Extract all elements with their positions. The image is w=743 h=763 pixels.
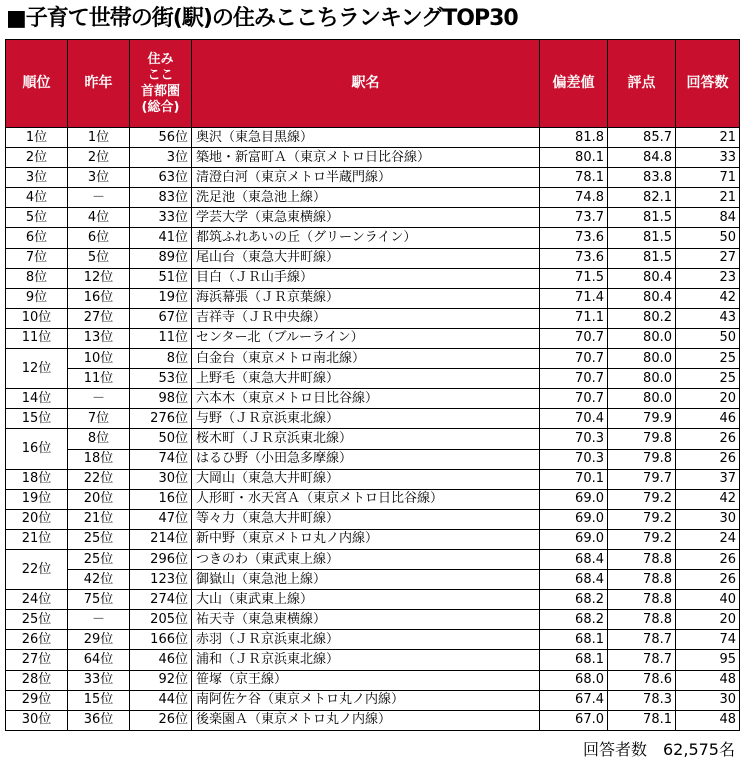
- station-name-cell: 上野毛（東急大井町線）: [192, 369, 540, 389]
- score-cell: 78.8: [608, 610, 676, 630]
- score-cell: 78.7: [608, 650, 676, 670]
- capital-rank-cell: 89位: [130, 248, 192, 268]
- station-name-cell: はるひ野（小田急多摩線）: [192, 449, 540, 469]
- deviation-cell: 70.3: [540, 429, 608, 449]
- table-header-row: [6, 40, 740, 128]
- deviation-cell: 71.4: [540, 288, 608, 308]
- deviation-cell: 68.2: [540, 590, 608, 610]
- rank-cell: 16位: [6, 429, 68, 469]
- rank-cell: 11位: [6, 328, 68, 348]
- deviation-cell: 71.5: [540, 268, 608, 288]
- prev-rank-cell: 10位: [68, 349, 130, 369]
- capital-rank-cell: 47位: [130, 509, 192, 529]
- station-name-cell: 与野（ＪＲ京浜東北線）: [192, 409, 540, 429]
- responses-cell: 25: [676, 369, 740, 389]
- rank-cell: 30位: [6, 710, 68, 730]
- prev-rank-cell: 75位: [68, 590, 130, 610]
- score-cell: 80.2: [608, 308, 676, 328]
- table-row: [6, 590, 740, 610]
- capital-rank-cell: 56位: [130, 128, 192, 148]
- capital-rank-cell: 11位: [130, 328, 192, 348]
- capital-rank-cell: 26位: [130, 710, 192, 730]
- header-capital-line4: (総合): [141, 99, 180, 115]
- responses-cell: 30: [676, 690, 740, 710]
- responses-cell: 26: [676, 570, 740, 590]
- score-cell: 80.4: [608, 288, 676, 308]
- table-row: [6, 630, 740, 650]
- rank-cell: 19位: [6, 489, 68, 509]
- responses-cell: 21: [676, 128, 740, 148]
- score-cell: 82.1: [608, 188, 676, 208]
- rank-cell: 25位: [6, 610, 68, 630]
- rank-cell: 10位: [6, 308, 68, 328]
- capital-rank-cell: 63位: [130, 168, 192, 188]
- deviation-cell: 74.8: [540, 188, 608, 208]
- deviation-cell: 68.1: [540, 630, 608, 650]
- score-cell: 78.7: [608, 630, 676, 650]
- station-name-cell: 都筑ふれあいの丘（グリーンライン）: [192, 228, 540, 248]
- prev-rank-cell: －: [68, 610, 130, 630]
- deviation-cell: 70.1: [540, 469, 608, 489]
- deviation-cell: 71.1: [540, 308, 608, 328]
- deviation-cell: 69.0: [540, 509, 608, 529]
- deviation-cell: 80.1: [540, 148, 608, 168]
- responses-cell: 40: [676, 590, 740, 610]
- respondent-count: 回答者数 62,575名: [583, 740, 735, 759]
- responses-cell: 26: [676, 549, 740, 569]
- header-responses: 回答数: [676, 40, 740, 128]
- rank-cell: 29位: [6, 690, 68, 710]
- deviation-cell: 69.0: [540, 489, 608, 509]
- prev-rank-cell: 16位: [68, 288, 130, 308]
- responses-cell: 43: [676, 308, 740, 328]
- deviation-cell: 70.7: [540, 369, 608, 389]
- score-cell: 81.5: [608, 228, 676, 248]
- station-name-cell: 大岡山（東急大井町線）: [192, 469, 540, 489]
- capital-rank-cell: 74位: [130, 449, 192, 469]
- table-row: [6, 328, 740, 348]
- rank-cell: 4位: [6, 188, 68, 208]
- capital-rank-cell: 296位: [130, 549, 192, 569]
- deviation-cell: 68.1: [540, 650, 608, 670]
- header-prev: 昨年: [68, 40, 130, 128]
- deviation-cell: 68.4: [540, 549, 608, 569]
- station-name-cell: 六本木（東京メトロ日比谷線）: [192, 389, 540, 409]
- responses-cell: 24: [676, 529, 740, 549]
- capital-rank-cell: 276位: [130, 409, 192, 429]
- capital-rank-cell: 205位: [130, 610, 192, 630]
- deviation-cell: 68.0: [540, 670, 608, 690]
- table-row: [6, 710, 740, 730]
- responses-cell: 21: [676, 188, 740, 208]
- score-cell: 78.1: [608, 710, 676, 730]
- capital-rank-cell: 19位: [130, 288, 192, 308]
- table-row: [6, 690, 740, 710]
- score-cell: 80.0: [608, 369, 676, 389]
- prev-rank-cell: 2位: [68, 148, 130, 168]
- responses-cell: 26: [676, 449, 740, 469]
- deviation-cell: 78.1: [540, 168, 608, 188]
- prev-rank-cell: 6位: [68, 228, 130, 248]
- capital-rank-cell: 92位: [130, 670, 192, 690]
- rank-cell: 7位: [6, 248, 68, 268]
- header-score: 評点: [608, 40, 676, 128]
- capital-rank-cell: 8位: [130, 349, 192, 369]
- table-row: [6, 349, 740, 369]
- station-name-cell: 後楽園Ａ（東京メトロ丸ノ内線）: [192, 710, 540, 730]
- station-name-cell: 奥沢（東急目黒線）: [192, 128, 540, 148]
- station-name-cell: 等々力（東急大井町線）: [192, 509, 540, 529]
- station-name-cell: 笹塚（京王線）: [192, 670, 540, 690]
- table-row: [6, 128, 740, 148]
- table-row: [6, 168, 740, 188]
- rank-cell: 2位: [6, 148, 68, 168]
- score-cell: 79.7: [608, 469, 676, 489]
- responses-cell: 74: [676, 630, 740, 650]
- station-name-cell: 海浜幕張（ＪＲ京葉線）: [192, 288, 540, 308]
- rank-cell: 18位: [6, 469, 68, 489]
- station-name-cell: 御嶽山（東急池上線）: [192, 570, 540, 590]
- prev-rank-cell: －: [68, 188, 130, 208]
- table-row: [6, 449, 740, 469]
- score-cell: 78.8: [608, 590, 676, 610]
- header-capital-rank: [130, 40, 192, 128]
- prev-rank-cell: 25位: [68, 529, 130, 549]
- score-cell: 81.5: [608, 248, 676, 268]
- table-row: [6, 148, 740, 168]
- score-cell: 79.8: [608, 429, 676, 449]
- capital-rank-cell: 16位: [130, 489, 192, 509]
- prev-rank-cell: 8位: [68, 429, 130, 449]
- score-cell: 85.7: [608, 128, 676, 148]
- station-name-cell: 桜木町（ＪＲ京浜東北線）: [192, 429, 540, 449]
- table-row: [6, 529, 740, 549]
- station-name-cell: 洗足池（東急池上線）: [192, 188, 540, 208]
- prev-rank-cell: 1位: [68, 128, 130, 148]
- capital-rank-cell: 83位: [130, 188, 192, 208]
- responses-cell: 37: [676, 469, 740, 489]
- rank-cell: 20位: [6, 509, 68, 529]
- deviation-cell: 70.4: [540, 409, 608, 429]
- header-deviation: 偏差値: [540, 40, 608, 128]
- prev-rank-cell: 21位: [68, 509, 130, 529]
- score-cell: 79.9: [608, 409, 676, 429]
- rank-cell: 21位: [6, 529, 68, 549]
- prev-rank-cell: 13位: [68, 328, 130, 348]
- table-row: [6, 188, 740, 208]
- score-cell: 79.8: [608, 449, 676, 469]
- prev-rank-cell: 64位: [68, 650, 130, 670]
- prev-rank-cell: 7位: [68, 409, 130, 429]
- station-name-cell: 吉祥寺（ＪＲ中央線）: [192, 308, 540, 328]
- rank-cell: 1位: [6, 128, 68, 148]
- table-row: [6, 570, 740, 590]
- capital-rank-cell: 50位: [130, 429, 192, 449]
- station-name-cell: 学芸大学（東急東横線）: [192, 208, 540, 228]
- ranking-body: [6, 128, 740, 731]
- deviation-cell: 68.4: [540, 570, 608, 590]
- responses-cell: 23: [676, 268, 740, 288]
- header-capital-line1: 住み: [147, 51, 174, 67]
- prev-rank-cell: 27位: [68, 308, 130, 328]
- deviation-cell: 81.8: [540, 128, 608, 148]
- table-row: [6, 509, 740, 529]
- capital-rank-cell: 274位: [130, 590, 192, 610]
- rank-cell: 5位: [6, 208, 68, 228]
- prev-rank-cell: 36位: [68, 710, 130, 730]
- table-row: [6, 228, 740, 248]
- responses-cell: 50: [676, 228, 740, 248]
- responses-cell: 84: [676, 208, 740, 228]
- table-row: [6, 549, 740, 569]
- table-row: [6, 469, 740, 489]
- prev-rank-cell: 4位: [68, 208, 130, 228]
- table-row: [6, 268, 740, 288]
- station-name-cell: 赤羽（ＪＲ京浜東北線）: [192, 630, 540, 650]
- deviation-cell: 73.7: [540, 208, 608, 228]
- station-name-cell: つきのわ（東武東上線）: [192, 549, 540, 569]
- rank-cell: 9位: [6, 288, 68, 308]
- capital-rank-cell: 51位: [130, 268, 192, 288]
- prev-rank-cell: 18位: [68, 449, 130, 469]
- station-name-cell: 新中野（東京メトロ丸ノ内線）: [192, 529, 540, 549]
- prev-rank-cell: 22位: [68, 469, 130, 489]
- responses-cell: 42: [676, 288, 740, 308]
- capital-rank-cell: 46位: [130, 650, 192, 670]
- capital-rank-cell: 30位: [130, 469, 192, 489]
- deviation-cell: 67.0: [540, 710, 608, 730]
- station-name-cell: 祐天寺（東急東横線）: [192, 610, 540, 630]
- capital-rank-cell: 3位: [130, 148, 192, 168]
- responses-cell: 30: [676, 509, 740, 529]
- responses-cell: 50: [676, 328, 740, 348]
- responses-cell: 26: [676, 429, 740, 449]
- station-name-cell: 浦和（ＪＲ京浜東北線）: [192, 650, 540, 670]
- responses-cell: 46: [676, 409, 740, 429]
- responses-cell: 33: [676, 148, 740, 168]
- table-row: [6, 489, 740, 509]
- responses-cell: 25: [676, 349, 740, 369]
- deviation-cell: 70.7: [540, 389, 608, 409]
- capital-rank-cell: 44位: [130, 690, 192, 710]
- score-cell: 80.0: [608, 389, 676, 409]
- score-cell: 80.4: [608, 268, 676, 288]
- station-name-cell: 白金台（東京メトロ南北線）: [192, 349, 540, 369]
- table-row: [6, 288, 740, 308]
- table-row: [6, 670, 740, 690]
- rank-cell: 8位: [6, 268, 68, 288]
- rank-cell: 6位: [6, 228, 68, 248]
- score-cell: 83.8: [608, 168, 676, 188]
- table-row: [6, 389, 740, 409]
- score-cell: 84.8: [608, 148, 676, 168]
- station-name-cell: 築地・新富町Ａ（東京メトロ日比谷線）: [192, 148, 540, 168]
- score-cell: 78.8: [608, 549, 676, 569]
- responses-cell: 20: [676, 389, 740, 409]
- score-cell: 78.8: [608, 570, 676, 590]
- deviation-cell: 69.0: [540, 529, 608, 549]
- rank-cell: 15位: [6, 409, 68, 429]
- rank-cell: 12位: [6, 349, 68, 389]
- prev-rank-cell: 25位: [68, 549, 130, 569]
- score-cell: 79.2: [608, 509, 676, 529]
- responses-cell: 48: [676, 710, 740, 730]
- table-row: [6, 409, 740, 429]
- responses-cell: 95: [676, 650, 740, 670]
- prev-rank-cell: 42位: [68, 570, 130, 590]
- capital-rank-cell: 98位: [130, 389, 192, 409]
- rank-cell: 3位: [6, 168, 68, 188]
- table-row: [6, 248, 740, 268]
- deviation-cell: 67.4: [540, 690, 608, 710]
- responses-cell: 20: [676, 610, 740, 630]
- header-capital-line3: 首都圏: [140, 83, 180, 99]
- table-row: [6, 369, 740, 389]
- rank-cell: 14位: [6, 389, 68, 409]
- station-name-cell: 尾山台（東急大井町線）: [192, 248, 540, 268]
- prev-rank-cell: 3位: [68, 168, 130, 188]
- deviation-cell: 73.6: [540, 228, 608, 248]
- station-name-cell: 人形町・水天宮Ａ（東京メトロ日比谷線）: [192, 489, 540, 509]
- capital-rank-cell: 214位: [130, 529, 192, 549]
- table-row: [6, 429, 740, 449]
- header-capital-line2: ここ: [147, 67, 174, 83]
- table-row: [6, 208, 740, 228]
- rank-cell: 26位: [6, 630, 68, 650]
- deviation-cell: 70.7: [540, 328, 608, 348]
- capital-rank-cell: 41位: [130, 228, 192, 248]
- prev-rank-cell: 15位: [68, 690, 130, 710]
- header-rank: 順位: [6, 40, 68, 128]
- station-name-cell: 目白（ＪＲ山手線）: [192, 268, 540, 288]
- prev-rank-cell: 33位: [68, 670, 130, 690]
- capital-rank-cell: 166位: [130, 630, 192, 650]
- responses-cell: 48: [676, 670, 740, 690]
- deviation-cell: 70.7: [540, 349, 608, 369]
- rank-cell: 24位: [6, 590, 68, 610]
- station-name-cell: 清澄白河（東京メトロ半蔵門線）: [192, 168, 540, 188]
- prev-rank-cell: 11位: [68, 369, 130, 389]
- page-title: ■子育て世帯の街(駅)の住みここちランキングTOP30: [6, 6, 518, 31]
- score-cell: 78.6: [608, 670, 676, 690]
- prev-rank-cell: －: [68, 389, 130, 409]
- score-cell: 81.5: [608, 208, 676, 228]
- score-cell: 80.0: [608, 349, 676, 369]
- responses-cell: 42: [676, 489, 740, 509]
- table-row: [6, 308, 740, 328]
- score-cell: 80.0: [608, 328, 676, 348]
- deviation-cell: 70.3: [540, 449, 608, 469]
- responses-cell: 27: [676, 248, 740, 268]
- station-name-cell: センター北（ブルーライン）: [192, 328, 540, 348]
- station-name-cell: 大山（東武東上線）: [192, 590, 540, 610]
- prev-rank-cell: 12位: [68, 268, 130, 288]
- capital-rank-cell: 53位: [130, 369, 192, 389]
- prev-rank-cell: 20位: [68, 489, 130, 509]
- capital-rank-cell: 67位: [130, 308, 192, 328]
- responses-cell: 71: [676, 168, 740, 188]
- header-station: 駅名: [192, 40, 540, 128]
- score-cell: 79.2: [608, 489, 676, 509]
- table-row: [6, 610, 740, 630]
- prev-rank-cell: 29位: [68, 630, 130, 650]
- deviation-cell: 73.6: [540, 248, 608, 268]
- deviation-cell: 68.2: [540, 610, 608, 630]
- prev-rank-cell: 5位: [68, 248, 130, 268]
- rank-cell: 28位: [6, 670, 68, 690]
- capital-rank-cell: 123位: [130, 570, 192, 590]
- table-row: [6, 650, 740, 670]
- capital-rank-cell: 33位: [130, 208, 192, 228]
- score-cell: 79.2: [608, 529, 676, 549]
- rank-cell: 27位: [6, 650, 68, 670]
- score-cell: 78.3: [608, 690, 676, 710]
- rank-cell: 22位: [6, 549, 68, 589]
- station-name-cell: 南阿佐ケ谷（東京メトロ丸ノ内線）: [192, 690, 540, 710]
- ranking-table: [5, 39, 740, 731]
